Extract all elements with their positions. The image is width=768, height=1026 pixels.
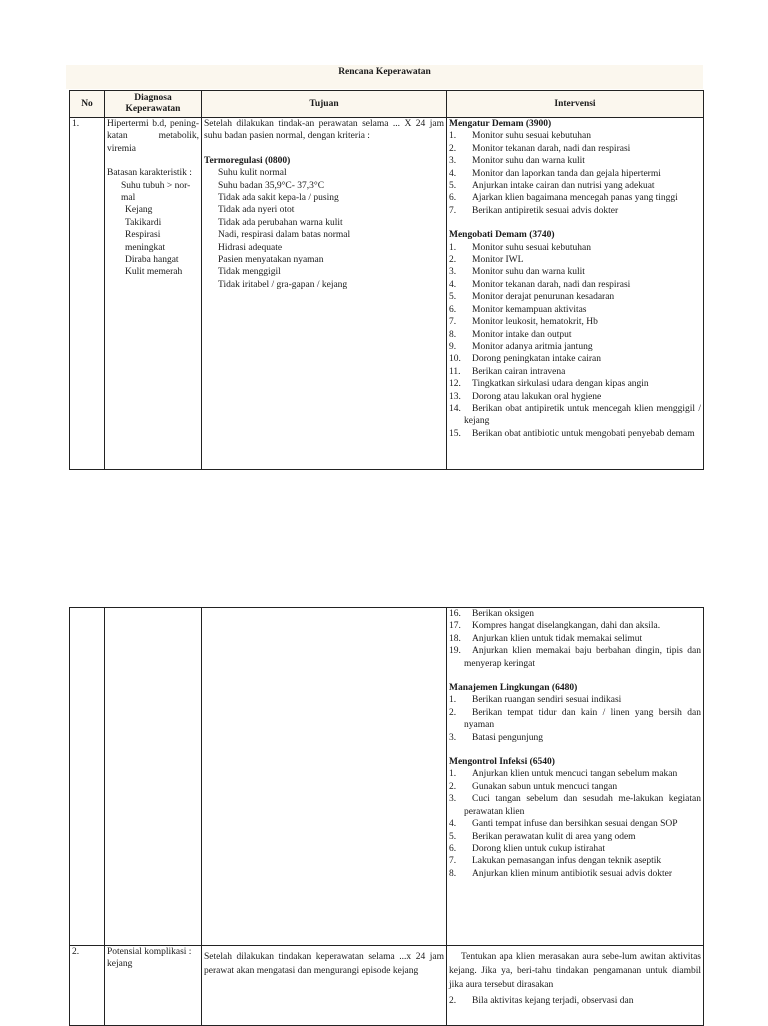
list-number: 2. xyxy=(449,781,457,792)
termo-item: Hidrasi adequate xyxy=(218,242,283,253)
list-number: 16. xyxy=(449,609,461,619)
list-item xyxy=(449,329,701,341)
list-item xyxy=(449,732,701,744)
list-number: 15. xyxy=(449,428,461,439)
list-item xyxy=(449,707,701,732)
header-no: No xyxy=(70,91,105,118)
list-text: Dorong klien untuk cukup istirahat xyxy=(472,843,605,854)
termo-item: Suhu badan 35,9°C- 37,3°C xyxy=(218,180,325,191)
list-number: 2. xyxy=(449,707,457,718)
termo-item: Tidak ada perubahan warna kulit xyxy=(218,217,343,228)
list-item xyxy=(449,818,701,830)
list-number: 12. xyxy=(449,379,461,390)
row2-diagnosa: Potensial komplikasi : kejang xyxy=(105,946,202,1026)
cont-diagnosa xyxy=(105,608,202,946)
list-item xyxy=(449,192,701,204)
list-number: 14. xyxy=(449,403,461,414)
list-item xyxy=(449,353,701,365)
cont-tujuan xyxy=(202,608,447,946)
row2-no: 2. xyxy=(70,946,105,1026)
list-item xyxy=(449,378,701,390)
tujuan-intro: Setelah dilakukan tindak-an perawatan selama ... X 24 jam suhu badan pasien normal, dengan kriteria : xyxy=(204,119,444,142)
list-number: 4. xyxy=(449,819,457,830)
list-item xyxy=(449,316,701,328)
list-text: Kompres hangat diselangkangan, dahi dan aksila. xyxy=(472,621,661,632)
list-text: Berikan antipiretik sesuai advis dokter xyxy=(472,205,619,216)
list-number: 18. xyxy=(449,633,461,644)
list-item xyxy=(449,205,701,217)
list-item xyxy=(449,868,701,880)
list-item xyxy=(449,608,701,620)
list-text: Monitor tekanan darah, nadi dan respirasi xyxy=(472,279,631,290)
obati-list-continued xyxy=(449,608,701,670)
row1-tujuan xyxy=(202,118,447,470)
list-number: 5. xyxy=(449,292,457,303)
list-text: Anjurkan klien memakai baju berbahan dingin, tipis dan menyerap keringat xyxy=(464,646,701,669)
care-plan-table-continued xyxy=(69,607,704,1026)
lingkungan-list xyxy=(449,694,701,744)
termo-item: Suhu kulit normal xyxy=(218,168,287,179)
list-number: 4. xyxy=(449,168,457,179)
list-item xyxy=(449,391,701,403)
list-item xyxy=(449,341,701,353)
lingkungan-title: Manajemen Lingkungan (6480) xyxy=(449,683,578,694)
termo-title: Termoregulasi (0800) xyxy=(204,155,291,166)
list-number: 7. xyxy=(449,317,457,328)
row1-no: 1. xyxy=(70,118,105,470)
list-text: Berikan tempat tidur dan kain / linen yang bersih dan nyaman xyxy=(464,707,701,731)
batasan-item: Kejang xyxy=(125,205,153,216)
batasan-item: Respirasi meningkat xyxy=(125,230,166,253)
list-text: Bila aktivitas kejang terjadi, observasi dan xyxy=(472,996,634,1006)
list-item xyxy=(449,633,701,645)
list-item xyxy=(449,428,701,440)
list-text: Monitor suhu dan warna kulit xyxy=(472,267,585,278)
document-title: Rencana Keperawatan xyxy=(66,65,703,89)
list-text: Monitor derajat penurunan kesadaran xyxy=(472,292,615,303)
list-text: Anjurkan klien minum antibiotik sesuai advis dokter xyxy=(472,868,672,879)
termo-item: Pasien menyatakan nyaman xyxy=(218,255,324,266)
table-row xyxy=(70,946,704,1026)
batasan-item: Kulit memerah xyxy=(125,267,183,278)
list-text: Dorong atau lakukan oral hygiene xyxy=(472,391,602,402)
list-item xyxy=(449,855,701,867)
list-number: 10. xyxy=(449,354,461,365)
termo-item: Tidak menggigil xyxy=(218,267,281,278)
list-number: 5. xyxy=(449,831,457,842)
list-item xyxy=(449,645,701,670)
batasan-item: Takikardi xyxy=(125,217,162,228)
table-header-row xyxy=(70,91,704,118)
list-number: 8. xyxy=(449,868,457,879)
list-number: 8. xyxy=(449,329,457,340)
obati-title: Mengobati Demam (3740) xyxy=(449,230,555,241)
list-item xyxy=(449,291,701,303)
termo-list xyxy=(204,167,444,291)
list-item xyxy=(449,266,701,278)
list-item xyxy=(449,254,701,266)
list-number: 1. xyxy=(449,769,457,780)
batasan-item: Suhu tubuh > nor-mal xyxy=(121,180,191,204)
list-item xyxy=(449,768,701,780)
infeksi-list xyxy=(449,768,701,880)
list-text: Monitor adanya aritmia jantung xyxy=(472,341,593,352)
list-number: 4. xyxy=(449,279,457,290)
demam-list xyxy=(449,130,701,217)
cont-intervensi xyxy=(447,608,704,946)
row2-intervensi-item-2 xyxy=(449,994,701,1008)
batasan-title: Batasan karakteristik : xyxy=(107,168,192,179)
list-text: Monitor tekanan darah, nadi dan respirasi xyxy=(472,143,631,154)
list-item xyxy=(449,843,701,855)
list-number: 3. xyxy=(449,267,457,278)
list-text: Berikan ruangan sendiri sesuai indikasi xyxy=(472,695,622,706)
list-text: Lakukan pemasangan infus dengan teknik aseptik xyxy=(472,856,662,867)
list-text: Berikan oksigen xyxy=(472,609,535,619)
list-text: Berikan obat antipiretik untuk mencegah klien menggigil / kejang xyxy=(464,403,701,427)
list-number: 3. xyxy=(449,794,457,805)
list-text: Dorong peningkatan intake cairan xyxy=(472,354,601,365)
list-item xyxy=(449,831,701,843)
list-item xyxy=(449,143,701,155)
list-text: Monitor intake dan output xyxy=(472,329,572,340)
list-item xyxy=(449,180,701,192)
list-text: Anjurkan intake cairan dan nutrisi yang adekuat xyxy=(472,181,655,192)
list-text: Ganti tempat infuse dan bersihkan sesuai dengan SOP xyxy=(472,819,678,830)
list-text: Tingkatkan sirkulasi udara dengan kipas angin xyxy=(472,379,649,390)
list-text: Gunakan sabun untuk mencuci tangan xyxy=(472,781,618,792)
list-number: 2. xyxy=(449,143,457,154)
list-item xyxy=(449,279,701,291)
list-text: Monitor kemampuan aktivitas xyxy=(472,304,587,315)
list-text: Anjurkan klien untuk mencuci tangan sebelum makan xyxy=(472,769,678,780)
list-number: 1. xyxy=(449,242,457,253)
list-text: Monitor suhu sesuai kebutuhan xyxy=(472,131,592,142)
list-number: 3. xyxy=(449,732,457,743)
batasan-item: Diraba hangat xyxy=(125,255,179,266)
list-number: 6. xyxy=(449,843,457,854)
termo-item: Tidak iritabel / gra-gapan / kejang xyxy=(218,279,348,290)
header-intervensi: Intervensi xyxy=(447,91,704,118)
list-number: 19. xyxy=(449,646,461,657)
list-text: Anjurkan klien untuk tidak memakai selimut xyxy=(472,633,643,644)
list-text: Monitor suhu dan warna kulit xyxy=(472,156,585,167)
demam-title: Mengatur Demam (3900) xyxy=(449,119,552,129)
row2-intervensi-item: Tentukan apa klien merasakan aura sebe-lum awitan aktivitas kejang. Jika ya, beri-tahu tindakan pengamanan untuk diambil jika aura tersebut dirasakan xyxy=(449,952,701,990)
list-number: 2. xyxy=(449,996,457,1006)
list-text: Monitor suhu sesuai kebutuhan xyxy=(472,242,592,253)
list-text: Monitor leukosit, hematokrit, Hb xyxy=(472,317,598,328)
cont-no xyxy=(70,608,105,946)
list-number: 7. xyxy=(449,205,457,216)
list-text: Cuci tangan sebelum dan sesudah me-lakukan kegiatan perawatan klien xyxy=(464,794,701,817)
list-number: 3. xyxy=(449,156,457,167)
list-item xyxy=(449,403,701,428)
list-item xyxy=(449,793,701,818)
list-item xyxy=(449,781,701,793)
infeksi-title: Mengontrol Infeksi (6540) xyxy=(449,757,555,768)
list-item xyxy=(449,694,701,706)
row2-intervensi xyxy=(447,946,704,1026)
termo-item: Nadi, respirasi dalam batas normal xyxy=(218,230,351,241)
list-number: 17. xyxy=(449,621,461,632)
list-number: 9. xyxy=(449,341,457,352)
list-number: 1. xyxy=(449,695,457,706)
list-text: Monitor IWL xyxy=(472,255,524,266)
table-row xyxy=(70,118,704,470)
list-item xyxy=(449,304,701,316)
list-number: 5. xyxy=(449,181,457,192)
list-text: Ajarkan klien bagaimana mencegah panas yang tinggi xyxy=(472,193,678,204)
termo-item: Tidak ada nyeri otot xyxy=(218,205,295,216)
row2-tujuan-text: Setelah dilakukan tindakan keperawatan selama ...x 24 jam perawat akan mengatasi dan mengurangi episode kejang xyxy=(204,952,444,976)
row1-intervensi xyxy=(447,118,704,470)
list-text: Batasi pengunjung xyxy=(472,732,543,743)
header-diagnosa: Diagnosa Keperawatan xyxy=(105,91,202,118)
list-item xyxy=(449,155,701,167)
list-item xyxy=(449,242,701,254)
list-item xyxy=(449,168,701,180)
row1-diagnosa xyxy=(105,118,202,470)
list-number: 6. xyxy=(449,193,457,204)
list-text: Monitor dan laporkan tanda dan gejala hipertermi xyxy=(472,168,661,179)
list-text: Berikan obat antibiotic untuk mengobati penyebab demam xyxy=(472,428,695,439)
list-item xyxy=(449,130,701,142)
list-item xyxy=(449,620,701,632)
list-number: 11. xyxy=(449,366,461,377)
table-row xyxy=(70,608,704,946)
care-plan-table xyxy=(69,90,704,470)
list-item xyxy=(449,366,701,378)
list-text: Berikan cairan intravena xyxy=(472,366,566,377)
row1-diag-text: Hipertermi b.d, pening-katan metabolik, viremia xyxy=(107,119,199,154)
header-tujuan: Tujuan xyxy=(202,91,447,118)
list-number: 13. xyxy=(449,391,461,402)
row2-tujuan xyxy=(202,946,447,1026)
termo-item: Tidak ada sakit kepa-la / pusing xyxy=(218,193,339,204)
list-number: 7. xyxy=(449,856,457,867)
list-number: 6. xyxy=(449,304,457,315)
list-text: Berikan perawatan kulit di area yang odem xyxy=(472,831,636,842)
list-number: 2. xyxy=(449,255,457,266)
list-number: 1. xyxy=(449,131,457,142)
obati-list xyxy=(449,242,701,441)
